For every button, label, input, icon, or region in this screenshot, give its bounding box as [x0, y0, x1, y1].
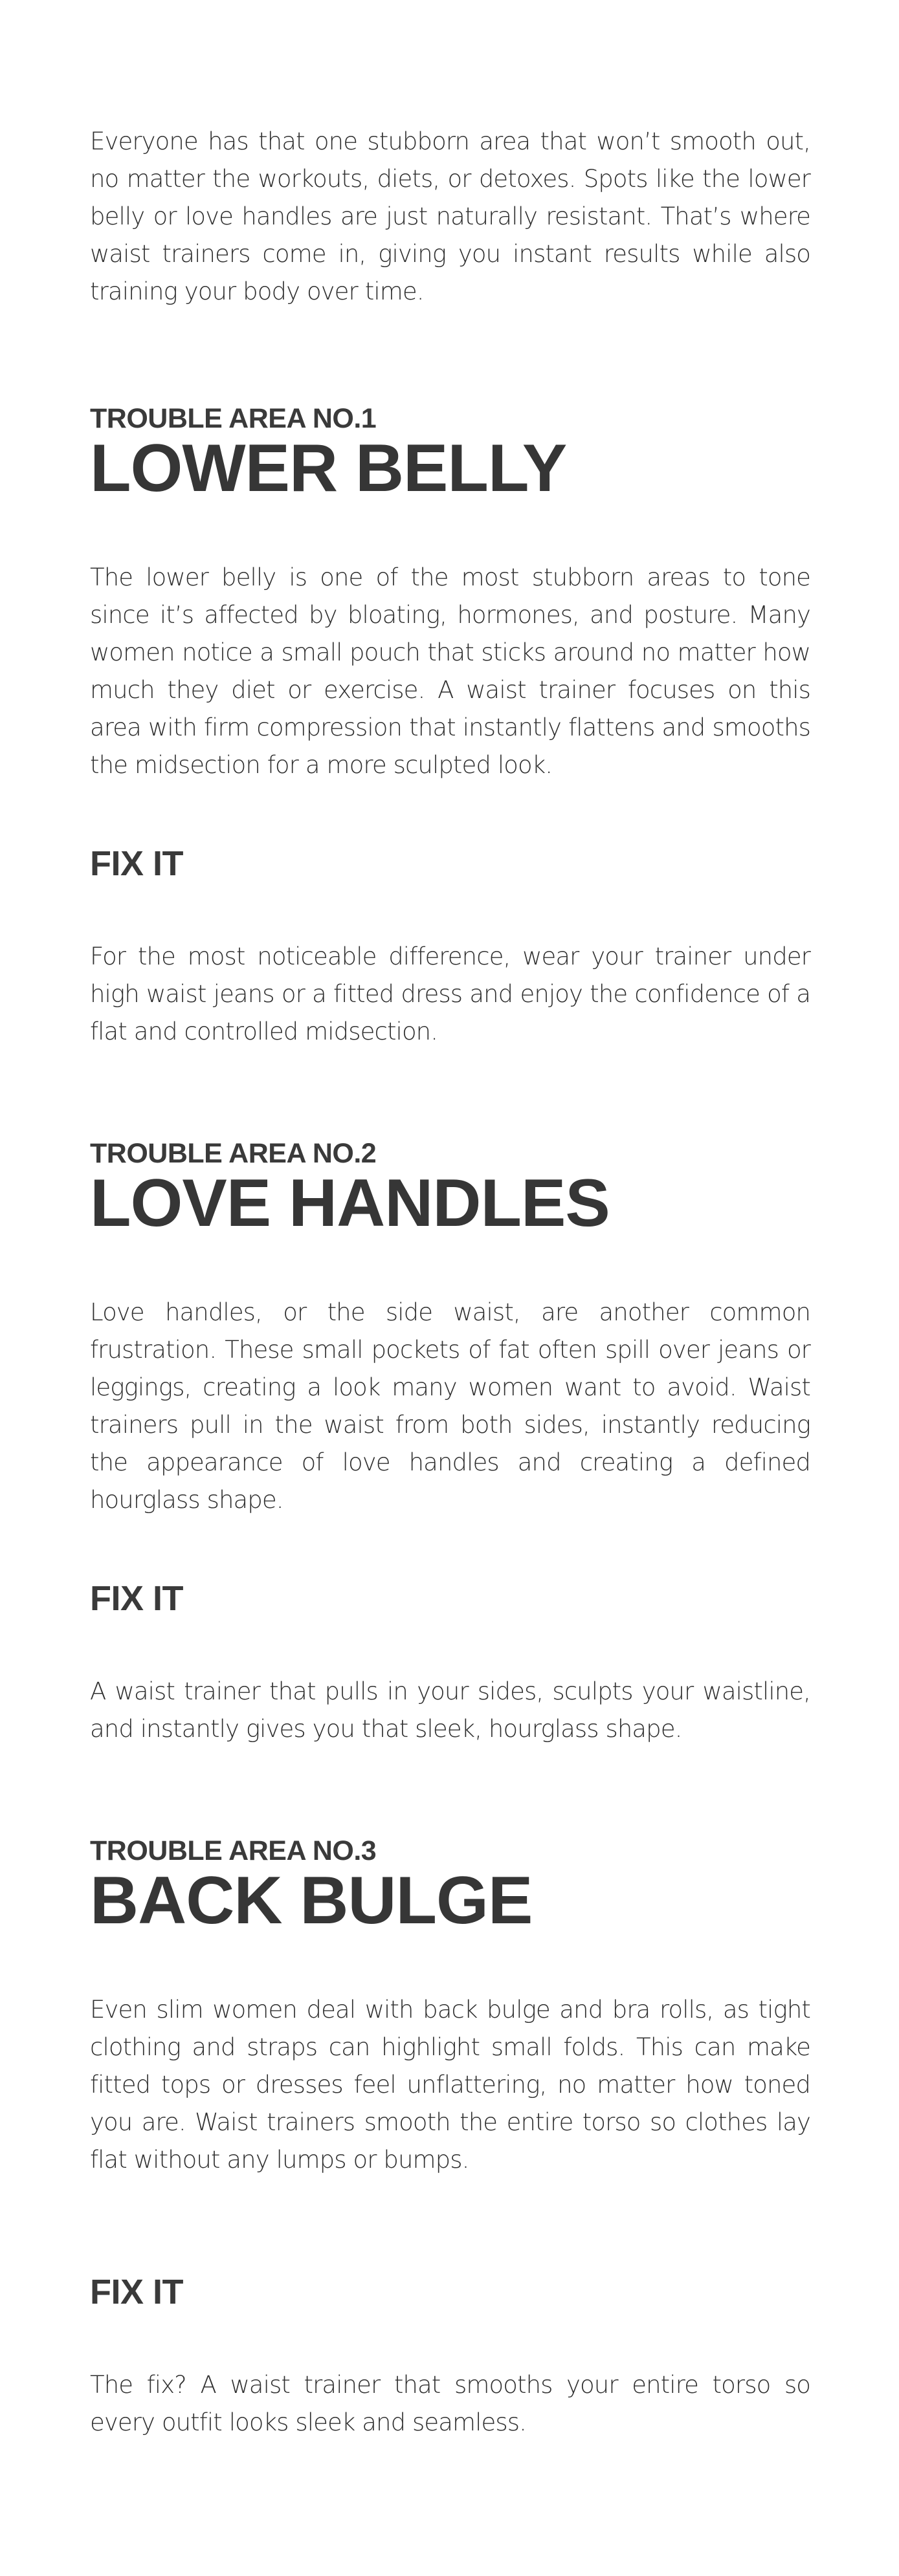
section-paragraph: Even slim women deal with back bulge and bra rolls, as tight clothing and straps can highlight small folds. This can make fitted tops or dresses feel unflattering, no matter how toned you are. Waist trainers smooth the entire torso so clothes lay flat without any lumps or bumps.	[90, 1996, 810, 2174]
section-paragraph: Love handles, or the side waist, are another common frustration. These small pockets of fat often spill over jeans or leggings, creating a look many women want to avoid. Waist trainers pull in the waist from both sides, instantly reducing the appearance of love handles and creating a defined hourglass shape.	[90, 1298, 810, 1514]
section-back-bulge	[90, 1835, 810, 2441]
section-title: LOWER BELLY	[90, 431, 567, 506]
fix-it-paragraph: The fix? A waist trainer that smooths your entire torso so every outfit looks sleek and seamless.	[90, 2371, 810, 2436]
section-eyebrow: TROUBLE AREA NO.1	[90, 403, 377, 434]
intro-paragraph: Everyone has that one stubborn area that won’t smooth out, no matter the workouts, diets, or detoxes. Spots like the lower belly or love handles are just naturally resistant. That’s where waist trainers come in, giving you instant results while also training your body over time.	[90, 127, 810, 305]
section-paragraph: The lower belly is one of the most stubborn areas to tone since it’s affected by bloating, hormones, and posture. Many women notice a small pouch that sticks around no matter how much they diet or exercise. A waist trainer focuses on this area with firm compression that instantly flattens and smooths the midsection for a more sculpted look.	[90, 563, 810, 779]
fix-it-heading: FIX IT	[90, 1579, 183, 1618]
section-eyebrow: TROUBLE AREA NO.2	[90, 1138, 377, 1169]
fix-it-heading: FIX IT	[90, 2273, 183, 2311]
fix-it-paragraph: For the most noticeable difference, wear your trainer under high waist jeans or a fitted dress and enjoy the confidence of a flat and controlled midsection.	[90, 943, 810, 1045]
fix-it-heading: FIX IT	[90, 844, 183, 883]
section-title: LOVE HANDLES	[90, 1166, 610, 1241]
fix-it-paragraph: A waist trainer that pulls in your sides, sculpts your waistline, and instantly gives you that sleek, hourglass shape.	[90, 1677, 810, 1743]
article	[90, 123, 810, 2441]
section-lower-belly	[90, 402, 810, 1051]
section-love-handles	[90, 1137, 810, 1748]
section-title: BACK BULGE	[90, 1863, 533, 1938]
section-eyebrow: TROUBLE AREA NO.3	[90, 1835, 377, 1866]
